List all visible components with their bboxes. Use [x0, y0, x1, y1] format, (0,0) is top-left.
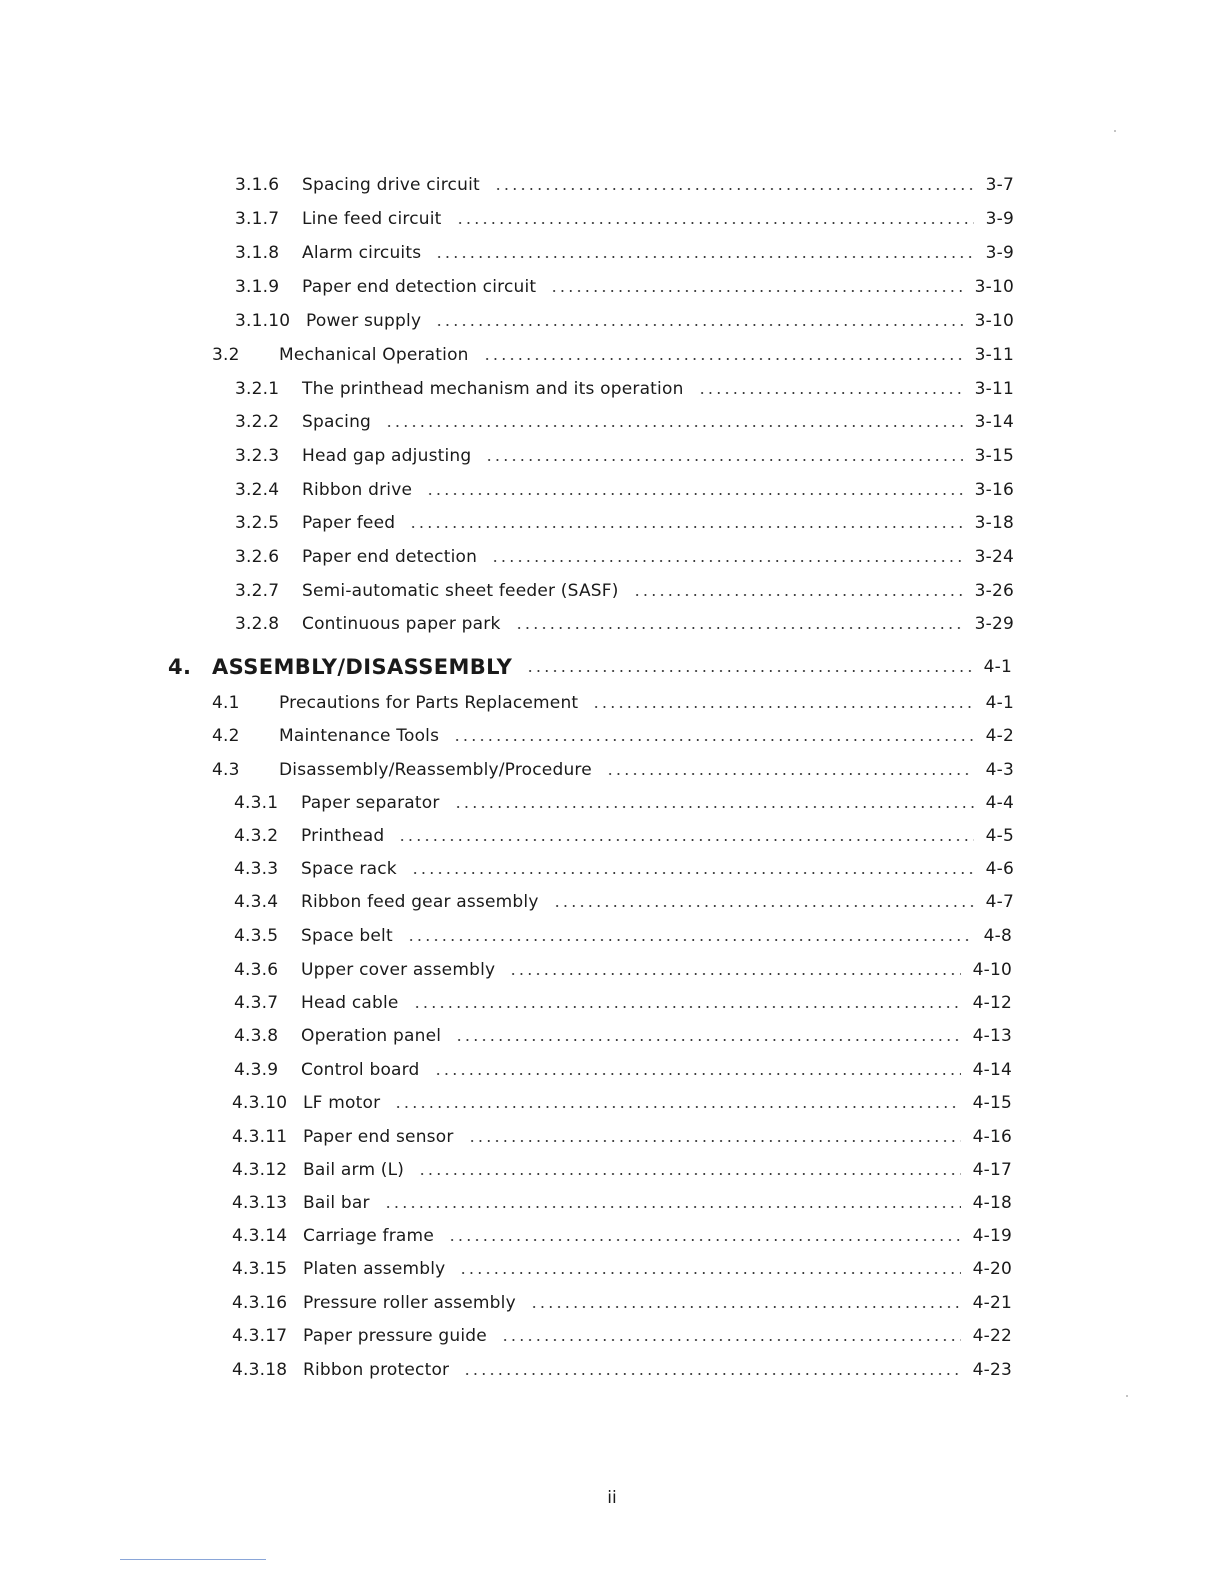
- toc-subsection-entry: [235, 609, 1014, 639]
- toc-title: Semi-automatic sheet feeder (SASF): [302, 581, 619, 601]
- toc-title: Bail arm (L): [303, 1160, 405, 1180]
- toc-dot-leader: [385, 425, 963, 427]
- toc-subsection-entry: [235, 374, 1014, 404]
- toc-subsection-entry: [232, 1288, 1012, 1318]
- toc-number: 4.3.6: [234, 960, 279, 980]
- toc-number: 4.3.3: [234, 859, 279, 879]
- toc-dot-leader: [483, 358, 963, 360]
- toc-subsection-entry: [235, 441, 1014, 471]
- toc-title: Paper separator: [301, 793, 440, 813]
- toc-dot-leader: [530, 1306, 961, 1308]
- toc-title: The printhead mechanism and its operation: [302, 379, 684, 399]
- toc-title: Disassembly/Reassembly/Procedure: [279, 760, 592, 780]
- toc-page-ref: 4-4: [985, 793, 1014, 813]
- toc-dot-leader: [448, 1239, 961, 1241]
- toc-dot-leader: [409, 526, 962, 528]
- toc-number: 3.2.6: [235, 547, 280, 567]
- toc-subsection-entry: [234, 988, 1012, 1018]
- toc-page-ref: 4-18: [972, 1193, 1012, 1213]
- toc-dot-leader: [455, 1039, 960, 1041]
- toc-number: 4.3.7: [234, 993, 279, 1013]
- toc-number: 3.2: [212, 345, 240, 365]
- toc-title: Precautions for Parts Replacement: [279, 693, 579, 713]
- toc-number: 3.1.8: [235, 243, 280, 263]
- toc-number: 3.1.7: [235, 209, 280, 229]
- toc-chapter-entry: [168, 652, 1012, 682]
- toc-dot-leader: [494, 188, 974, 190]
- toc-subsection-entry: [232, 1221, 1012, 1251]
- toc-dot-leader: [526, 670, 971, 672]
- toc-number: 3.1.9: [235, 277, 280, 297]
- toc-title: Printhead: [301, 826, 385, 846]
- toc-number: 4.3.13: [232, 1193, 288, 1213]
- toc-page-ref: 4-1: [983, 657, 1012, 677]
- toc-dot-leader: [606, 773, 974, 775]
- toc-number: 4.3.1: [234, 793, 279, 813]
- toc-title: Head gap adjusting: [302, 446, 472, 466]
- toc-dot-leader: [453, 739, 973, 741]
- toc-subsection-entry: [235, 170, 1014, 200]
- toc-title: Alarm circuits: [302, 243, 422, 263]
- toc-number: 3.2.8: [235, 614, 280, 634]
- toc-page-ref: 4-10: [972, 960, 1012, 980]
- toc-page-ref: 4-12: [972, 993, 1012, 1013]
- toc-number: 4.3.18: [232, 1360, 288, 1380]
- toc-title: Mechanical Operation: [279, 345, 469, 365]
- toc-page-ref: 3-24: [974, 547, 1014, 567]
- toc-subsection-entry: [235, 238, 1014, 268]
- toc-section-entry: [212, 755, 1014, 785]
- toc-dot-leader: [407, 939, 972, 941]
- toc-section-entry: [212, 340, 1014, 370]
- toc-title: Control board: [301, 1060, 420, 1080]
- toc-dot-leader: [550, 290, 962, 292]
- toc-page-ref: 4-16: [972, 1127, 1012, 1147]
- toc-number: 4.3.2: [234, 826, 279, 846]
- toc-title: Ribbon protector: [303, 1360, 450, 1380]
- toc-number: 4.3.5: [234, 926, 279, 946]
- toc-number: 3.2.2: [235, 412, 280, 432]
- toc-page-ref: 3-15: [974, 446, 1014, 466]
- toc-number: 4.3.12: [232, 1160, 288, 1180]
- toc-dot-leader: [463, 1373, 960, 1375]
- toc-subsection-entry: [234, 788, 1014, 818]
- toc-number: 4.3.17: [232, 1326, 288, 1346]
- toc-dot-leader: [485, 459, 962, 461]
- page-number: ii: [607, 1488, 617, 1508]
- toc-page-ref: 4-7: [985, 892, 1014, 912]
- toc-number: 3.2.5: [235, 513, 280, 533]
- toc-page-ref: 4-21: [972, 1293, 1012, 1313]
- toc-dot-leader: [384, 1206, 961, 1208]
- toc-number: 4.3.4: [234, 892, 279, 912]
- toc-number: 4.3.15: [232, 1259, 288, 1279]
- toc-page-ref: 3-29: [974, 614, 1014, 634]
- toc-subsection-entry: [234, 854, 1014, 884]
- toc-subsection-entry: [234, 1021, 1012, 1051]
- toc-dot-leader: [592, 706, 973, 708]
- toc-page-ref: 3-16: [974, 480, 1014, 500]
- toc-title: Paper feed: [302, 513, 396, 533]
- toc-subsection-entry: [232, 1355, 1012, 1385]
- toc-dot-leader: [434, 1073, 961, 1075]
- toc-dot-leader: [509, 973, 960, 975]
- toc-dot-leader: [454, 806, 974, 808]
- toc-subsection-entry: [234, 1055, 1012, 1085]
- toc-subsection-entry: [232, 1188, 1012, 1218]
- toc-page-ref: 4-2: [985, 726, 1014, 746]
- toc-page-ref: 3-9: [985, 243, 1014, 263]
- toc-dot-leader: [418, 1173, 960, 1175]
- toc-title: Power supply: [306, 311, 422, 331]
- toc-subsection-entry: [235, 508, 1014, 538]
- toc-title: Ribbon drive: [302, 480, 413, 500]
- toc-page-ref: 4-3: [985, 760, 1014, 780]
- toc-page-ref: 3-11: [974, 379, 1014, 399]
- toc-page-ref: 4-19: [972, 1226, 1012, 1246]
- toc-number: 4.3.10: [232, 1093, 288, 1113]
- toc-subsection-entry: [235, 272, 1014, 302]
- toc-subsection-entry: [235, 306, 1014, 336]
- toc-page-ref: 4-20: [972, 1259, 1012, 1279]
- toc-number: 3.2.7: [235, 581, 280, 601]
- toc-page-ref: 3-26: [974, 581, 1014, 601]
- toc-number: 4.3.8: [234, 1026, 279, 1046]
- toc-number: 3.1.10: [235, 311, 291, 331]
- toc-number: 4.3.11: [232, 1127, 288, 1147]
- toc-dot-leader: [459, 1272, 960, 1274]
- toc-subsection-entry: [235, 542, 1014, 572]
- toc-page-ref: 4-17: [972, 1160, 1012, 1180]
- toc-subsection-entry: [235, 204, 1014, 234]
- toc-title: Continuous paper park: [302, 614, 501, 634]
- toc-title: Operation panel: [301, 1026, 442, 1046]
- toc-page-ref: 4-22: [972, 1326, 1012, 1346]
- toc-subsection-entry: [232, 1088, 1012, 1118]
- toc-number: 4.3: [212, 760, 240, 780]
- toc-number: 4.2: [212, 726, 240, 746]
- toc-title: Platen assembly: [303, 1259, 446, 1279]
- toc-title: Spacing: [302, 412, 372, 432]
- toc-dot-leader: [435, 256, 973, 258]
- toc-dot-leader: [491, 560, 963, 562]
- toc-dot-leader: [501, 1339, 961, 1341]
- toc-dot-leader: [394, 1106, 960, 1108]
- toc-page-ref: 4-23: [972, 1360, 1012, 1380]
- toc-page-ref: 3-18: [974, 513, 1014, 533]
- toc-number: 4.3.16: [232, 1293, 288, 1313]
- toc-subsection-entry: [234, 887, 1014, 917]
- toc-title: Spacing drive circuit: [302, 175, 480, 195]
- scan-speck: [1114, 130, 1116, 132]
- toc-subsection-entry: [232, 1321, 1012, 1351]
- toc-title: Paper pressure guide: [303, 1326, 487, 1346]
- toc-number: 3.2.1: [235, 379, 280, 399]
- toc-dot-leader: [411, 872, 974, 874]
- toc-page-ref: 4-6: [985, 859, 1014, 879]
- toc-title: Ribbon feed gear assembly: [301, 892, 539, 912]
- toc-title: Head cable: [301, 993, 399, 1013]
- toc-subsection-entry: [234, 821, 1014, 851]
- toc-page-ref: 4-13: [972, 1026, 1012, 1046]
- toc-title: Paper end detection circuit: [302, 277, 537, 297]
- toc-title: Space rack: [301, 859, 397, 879]
- toc-page-ref: 4-14: [972, 1060, 1012, 1080]
- toc-dot-leader: [633, 594, 963, 596]
- toc-subsection-entry: [234, 955, 1012, 985]
- toc-page-ref: 3-7: [985, 175, 1014, 195]
- toc-subsection-entry: [235, 475, 1014, 505]
- toc-page-ref: 4-15: [972, 1093, 1012, 1113]
- toc-subsection-entry: [232, 1254, 1012, 1284]
- toc-dot-leader: [553, 905, 974, 907]
- toc-number: 4.3.9: [234, 1060, 279, 1080]
- toc-page-ref: 3-10: [974, 311, 1014, 331]
- toc-dot-leader: [413, 1006, 961, 1008]
- toc-section-entry: [212, 688, 1014, 718]
- toc-title: Carriage frame: [303, 1226, 434, 1246]
- toc-section-entry: [212, 721, 1014, 751]
- toc-title: Line feed circuit: [302, 209, 442, 229]
- toc-title: Upper cover assembly: [301, 960, 496, 980]
- toc-title: Bail bar: [303, 1193, 370, 1213]
- toc-number: 4.3.14: [232, 1226, 288, 1246]
- toc-page-ref: 3-14: [974, 412, 1014, 432]
- toc-dot-leader: [435, 324, 962, 326]
- toc-title: Paper end detection: [302, 547, 478, 567]
- toc-subsection-entry: [235, 576, 1014, 606]
- toc-page-ref: 4-5: [985, 826, 1014, 846]
- toc-title: Pressure roller assembly: [303, 1293, 516, 1313]
- toc-dot-leader: [468, 1140, 961, 1142]
- toc-dot-leader: [426, 493, 962, 495]
- toc-number: 4.1: [212, 693, 240, 713]
- toc-number: 3.1.6: [235, 175, 280, 195]
- scan-speck: [1126, 1395, 1128, 1397]
- toc-title: Space belt: [301, 926, 393, 946]
- toc-subsection-entry: [235, 407, 1014, 437]
- toc-title: LF motor: [303, 1093, 381, 1113]
- toc-page-ref: 3-10: [974, 277, 1014, 297]
- toc-dot-leader: [398, 839, 973, 841]
- toc-title: Paper end sensor: [303, 1127, 454, 1147]
- toc-subsection-entry: [232, 1155, 1012, 1185]
- toc-dot-leader: [515, 627, 963, 629]
- toc-page-ref: 3-11: [974, 345, 1014, 365]
- toc-page-ref: 3-9: [985, 209, 1014, 229]
- toc-page-ref: 4-1: [985, 693, 1014, 713]
- toc-title: Maintenance Tools: [279, 726, 440, 746]
- bottom-rule: [120, 1559, 266, 1560]
- toc-dot-leader: [456, 222, 974, 224]
- toc-number: 3.2.4: [235, 480, 280, 500]
- toc-subsection-entry: [234, 921, 1012, 951]
- toc-number: 4.: [168, 655, 192, 679]
- toc-number: 3.2.3: [235, 446, 280, 466]
- toc-title: ASSEMBLY/DISASSEMBLY: [212, 655, 513, 679]
- toc-subsection-entry: [232, 1122, 1012, 1152]
- toc-dot-leader: [698, 392, 963, 394]
- toc-page-ref: 4-8: [983, 926, 1012, 946]
